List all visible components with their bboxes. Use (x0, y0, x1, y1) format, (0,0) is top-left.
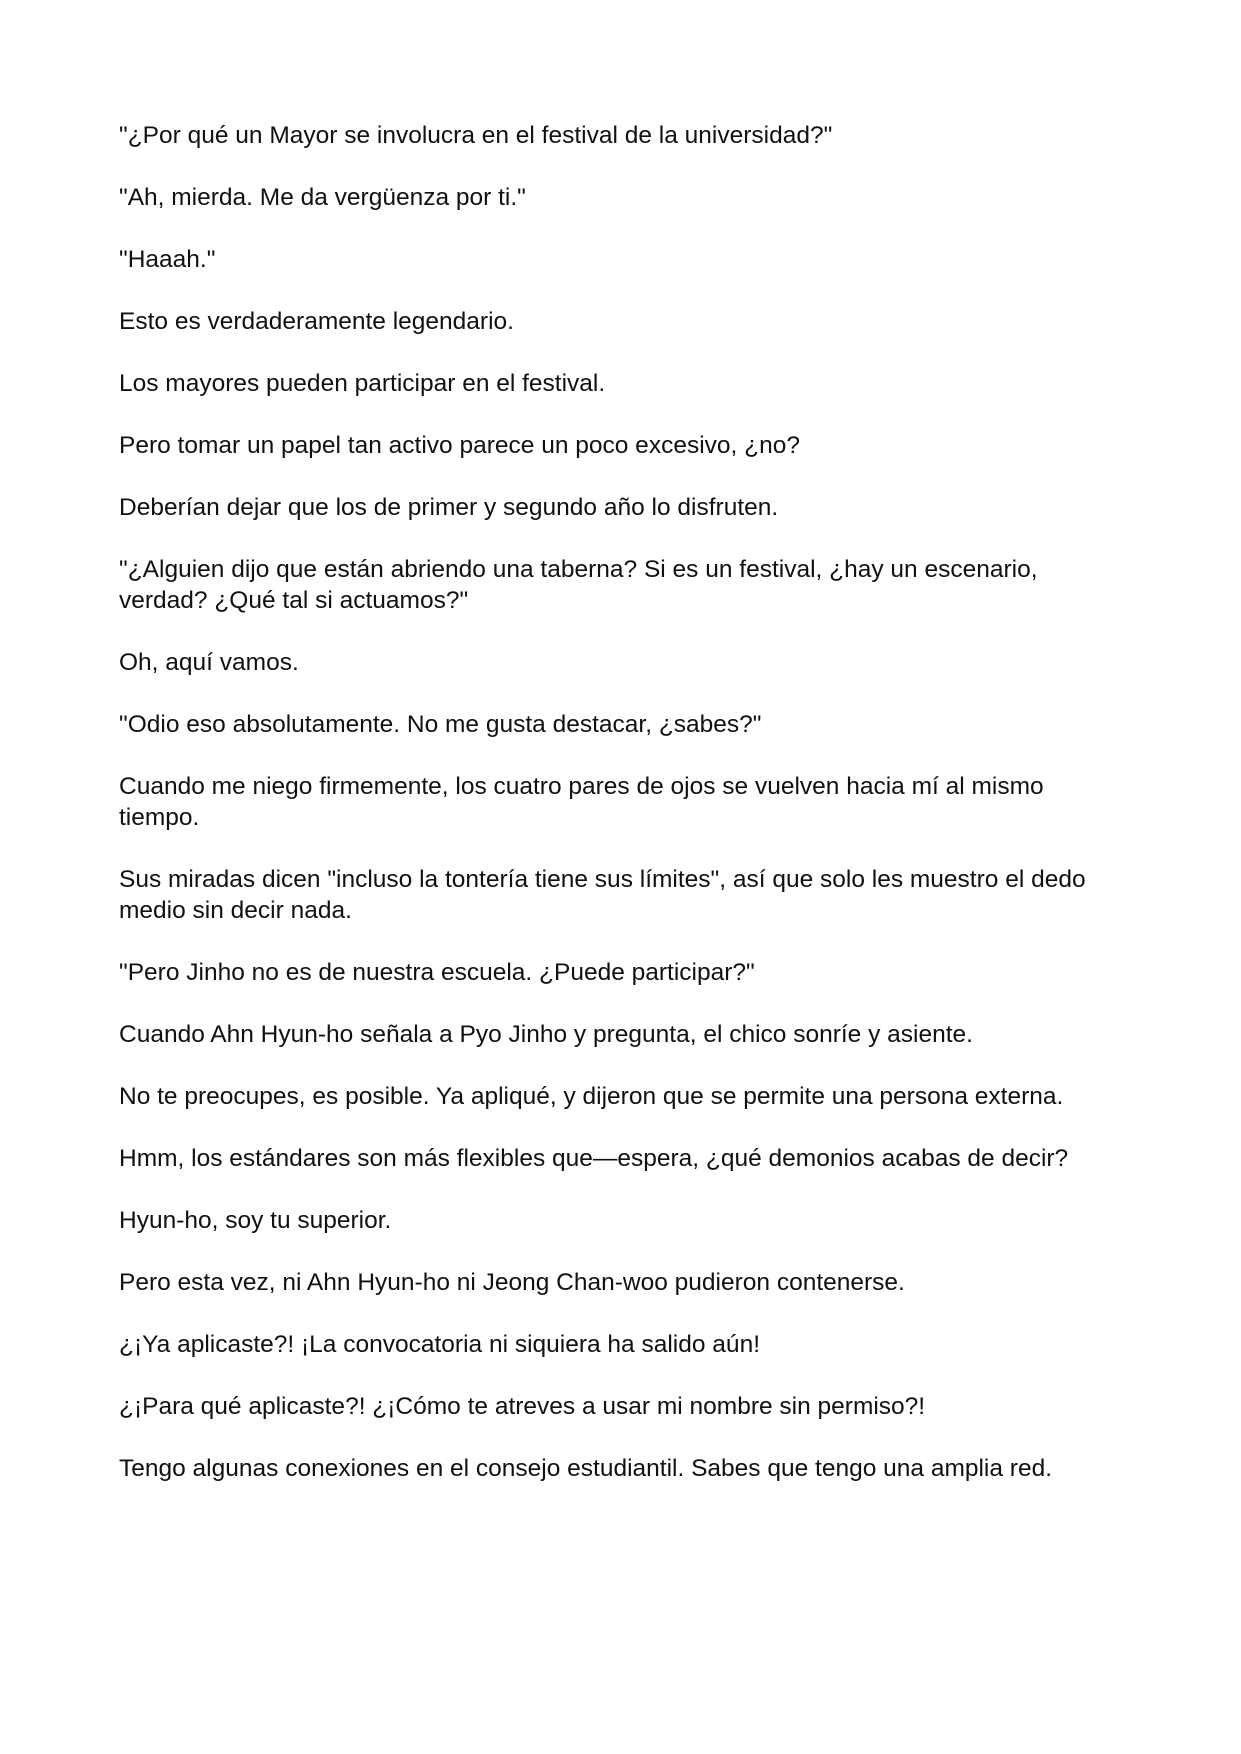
paragraph: Esto es verdaderamente legendario. (119, 308, 514, 335)
paragraph: Deberían dejar que los de primer y segundo año lo disfruten. (119, 494, 779, 521)
paragraph: "¿Por qué un Mayor se involucra en el festival de la universidad?" (119, 122, 833, 149)
paragraph: Oh, aquí vamos. (119, 649, 299, 676)
paragraph: "Odio eso absolutamente. No me gusta destacar, ¿sabes?" (119, 711, 762, 738)
paragraph: Sus miradas dicen "incluso la tontería tiene sus límites", así que solo les muestro el dedo medio sin decir nada. (119, 866, 1086, 924)
paragraph: "Ah, mierda. Me da vergüenza por ti." (119, 184, 526, 211)
paragraph: Cuando me niego firmemente, los cuatro pares de ojos se vuelven hacia mí al mismo tiempo. (119, 773, 1044, 831)
paragraph: Hmm, los estándares son más flexibles que—espera, ¿qué demonios acabas de decir? (119, 1145, 1069, 1172)
paragraph: "Pero Jinho no es de nuestra escuela. ¿Puede participar?" (119, 959, 755, 986)
paragraph: Los mayores pueden participar en el festival. (119, 370, 606, 397)
paragraph: No te preocupes, es posible. Ya apliqué, y dijeron que se permite una persona externa. (119, 1083, 1064, 1110)
paragraph: ¿¡Ya aplicaste?! ¡La convocatoria ni siquiera ha salido aún! (119, 1331, 760, 1358)
paragraph: Cuando Ahn Hyun-ho señala a Pyo Jinho y pregunta, el chico sonríe y asiente. (119, 1021, 973, 1048)
paragraph: ¿¡Para qué aplicaste?! ¿¡Cómo te atreves a usar mi nombre sin permiso?! (119, 1393, 926, 1420)
paragraph: "Haaah." (119, 246, 216, 273)
paragraph: Pero esta vez, ni Ahn Hyun-ho ni Jeong Chan-woo pudieron contenerse. (119, 1269, 905, 1296)
paragraph: Tengo algunas conexiones en el consejo estudiantil. Sabes que tengo una amplia red. (119, 1455, 1053, 1482)
document-body (119, 120, 1129, 1515)
paragraph: Hyun-ho, soy tu superior. (119, 1207, 392, 1234)
paragraph: "¿Alguien dijo que están abriendo una taberna? Si es un festival, ¿hay un escenario, verdad? ¿Qué tal si actuamos?" (119, 556, 1038, 614)
paragraph: Pero tomar un papel tan activo parece un poco excesivo, ¿no? (119, 432, 800, 459)
